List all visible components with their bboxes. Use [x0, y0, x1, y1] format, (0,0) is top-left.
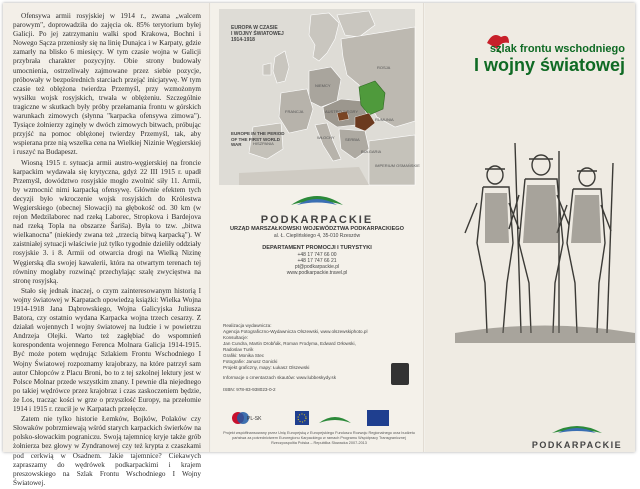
svg-text:PL-SK: PL-SK — [247, 416, 262, 422]
credits — [223, 323, 373, 371]
map-legend — [231, 131, 291, 148]
cemetery-info: Informacje o cmentarzach skautów: www.lubbeskydy.sk — [223, 375, 337, 380]
logo-wordmark: PODKARPACKIE — [531, 440, 623, 450]
credit-line: Projekt graficzny, mapy: Łukasz Olszewski — [223, 365, 310, 370]
office-name: URZĄD MARSZAŁKOWSKI WOJEWÓDZTWA PODKARPACKIEGO — [229, 226, 405, 232]
map-country-label: AUSTRO-WĘGRY — [325, 109, 359, 114]
map-legend-line: OF THE FIRST WORLD WAR — [231, 136, 280, 147]
phone-number: +48 17 747 66 00 — [297, 251, 337, 258]
map-country-label: FRANCJA — [285, 109, 304, 114]
podkarpackie-logo-icon — [287, 189, 347, 209]
credit-line: Jan Cundra, Martin Drobňák, Roman Frodyma, Edward Orłowski, Radoslav Turik — [223, 341, 356, 352]
website-link[interactable]: www.podkarpackie.travel.pl — [286, 270, 348, 277]
funding-note: Projekt współfinansowany przez Unię Europejską z Europejskiego Funduszu Rozwoju Regionalnego oraz budżetu państwa za pośrednictwem Euroregionu Karpackiego w ramach Programu Współpracy Transgranicznej Rzeczpospolita Polska – Republika Słowacka 2007-2013 — [223, 431, 415, 445]
emblem-icon — [391, 363, 409, 385]
map-country-label: RUMUNIA — [375, 117, 394, 122]
pl-sk-logo-icon — [231, 409, 262, 427]
map-country-label: BUŁGARIA — [361, 149, 382, 154]
map-country-label: HISZPANIA — [253, 141, 274, 146]
map-country-label: ROSJA — [377, 65, 391, 70]
info-panel — [211, 3, 423, 452]
credit-line: Realizacja wydawnicza: — [223, 323, 272, 328]
cover-logo — [525, 421, 629, 450]
article-text — [13, 12, 201, 489]
map-country-label: NIEMCY — [315, 83, 331, 88]
map-legend-line: EUROPE IN THE PERIOD — [231, 131, 285, 136]
map-title-line: 1914-1918 — [231, 37, 255, 43]
isbn: ISBN: 978-83-938023-0-2 — [223, 387, 276, 392]
paragraph: Stało się jednak inaczej, o czym zainteresowanym historią I wojny światowej w Karpatach opowiedzą książki: Wielka Wojna 1914-1918 Jana Dąbrowskiego, Wojna Galicyjska Juliusza Batora, czy ostatnio wydana Karpacka wojna trzech cesarzy. Z działań wojennych I wojny światowej na ludzie i w powietrzu Andrzeja Olejki. Warto też zagłębiać do wspomnień korespondenta wojennego Ferenca Molnara Galicja 1914-1915. Być może potem wędrując Szlakiem Frontu Wschodniego I Wojny Światowej rozpoznamy krajobrazy, na które patrzył sam autor Chłopców z Placu Broni, bo to z tej szkolnej lektury jest w Polsce Molnar przede wszystkim znany. I pewnie dla niejednego po takiej wędrówce przez krajobraz i czas zaskoczeniem będzie, że Los, tracząc kości w grze o przyszłość Europy, na przełomie 1914 i 1915 r. rzucił je w Karpatach przełęcze. — [13, 286, 201, 414]
map-country-label: IMPERIUM OSMAŃSKIE — [375, 163, 420, 168]
eu-flag-icon — [295, 411, 309, 425]
brochure-sheet — [3, 3, 635, 487]
email-link[interactable]: pt@podkarpackie.pl — [294, 264, 340, 271]
office-address: al. Ł. Cieplińskiego 4, 35-010 Rzeszów — [273, 233, 361, 239]
paragraph: Wiosną 1915 r. sytuacja armii austro-węgierskiej na froncie karpackim wydawała się krytyczna, gdyż 22 III 1915 r. upadł Przemyśl, dowództwo rosyjskie mogło zwolnić siły 11. Armii, by wzmocnić nimi karpacką ofensywę. Głównie efektem tych decyzji było wkroczenie wojsk rosyjskich do Królestwa Węgierskiego (obecnej Słowacji) na głębokość od. 30 km (w rejon Medzilaborec nad rzeką Laborec, Stropkova i Bardejova nad rzeką Topla na obszarze Šariša). Była to tzw. „bitwa wielkanocna" (niekiedy zwana też „trzecią bitwą karpacką"). W zaistniałej sytuacji właściwie już tylko tygodnie dzieliły oddziały rosyjskie 3. i 8. Armii od otwarcia drogi na Wielką Nizinę Węgierską dla swojej kawalerii, która na otwartym terenach tej równiny mogłaby rozwinąć przechylając szalę zwycięstwa na stronę rosyjską. — [13, 158, 201, 285]
map-country-label: SERBIA — [345, 137, 360, 142]
sponsor-logos — [217, 407, 417, 431]
map-title-line: EUROPA W CZASIE — [231, 25, 278, 31]
fax-number: +48 17 747 66 21 — [297, 257, 337, 264]
credit-line: Grafiki: Monika Stec — [223, 353, 265, 358]
credit-line: Agencja Fotograficzno-Wydawnicza Olszewski, www.olszewskiphoto.pl — [223, 329, 368, 334]
credit-line: Konsultacje: — [223, 335, 249, 340]
map-title — [231, 25, 291, 43]
title-line: I wojny światowej — [473, 55, 625, 75]
department-name: DEPARTAMENT PROMOCJI I TURYSTYKI — [262, 244, 372, 251]
text-panel — [3, 3, 209, 487]
credit-line: Fotografie: Janusz Gonicki — [223, 359, 278, 364]
europe-map — [219, 9, 420, 185]
eu-union-logo-icon — [367, 410, 389, 426]
podkarpackie-small-logo-icon — [317, 411, 353, 425]
paragraph: Ofensywa armii rosyjskiej w 1914 r., zwana „walcem parowym", doprowadziła do zajęcia ok. 85% terytorium byłej Galicji. Po jej zatrzymaniu walki spod Krakowa, Bochni i Nowego Sącza przeniosły się na linię Dunajca i w Karpaty, gdzie zamarły na blisko 6 miesięcy. W tym czasie wojna w Galicji przybrała charakter pozycyjny. Obie strony budowały umocnienia, ostrzeliwały zajmowane przez siebie pozycje, próbowały w bezpośrednich starciach przejąć inicjatywę. W tym czasie też oblężona twierdza Przemyśl, przy wzmożonym wysiłku wojsk rosyjskich, trwała w oblężeniu. Szczególnie tragiczne w skutkach były próby przełamania frontu w górskich warunkach zimowych (słynna "karpacka ofensywa zimowa"). Tysiące żołnierzy zginęły w dwóch zimowych bitwach, próbując przyjść na pomoc oblężonej twierdzy Przemyśl, tak, aby wspierana prze nią wszelka cena na Wielkiej Nizinie Węgierskiej i ruszyć na Budapeszt. — [13, 12, 201, 157]
contact-block — [211, 189, 423, 277]
soldiers-illustration — [455, 133, 635, 343]
logo-wordmark: PODKARPACKIE — [260, 214, 374, 226]
map-country-label: WŁOCHY — [317, 135, 335, 140]
paragraph: Zatem nie tylko historie Łemków, Bojków, Polaków czy Słowaków pobrzmiewają wśród starych karpackich świerków na polsko-słowackim pograniczu. Swoją tajemnicę kryje także grób żołnierza bez głowy w Zyndranowej czy też krypta z czaszkami pod cerkwią w Osadnem. Jakie tajemnice? Ciekawych zapraszamy do wędrówek podkarpackimi i krajem preszowskiego na Szlak Frontu Wschodniego I Wojny Światowej. — [13, 415, 201, 487]
podkarpackie-logo-icon — [550, 421, 604, 435]
map-title-line: I WOJNY ŚWIATOWEJ — [231, 31, 284, 37]
title-line: szlak frontu wschodniego — [489, 43, 625, 55]
cover-panel — [425, 3, 635, 452]
cover-title — [445, 43, 625, 75]
